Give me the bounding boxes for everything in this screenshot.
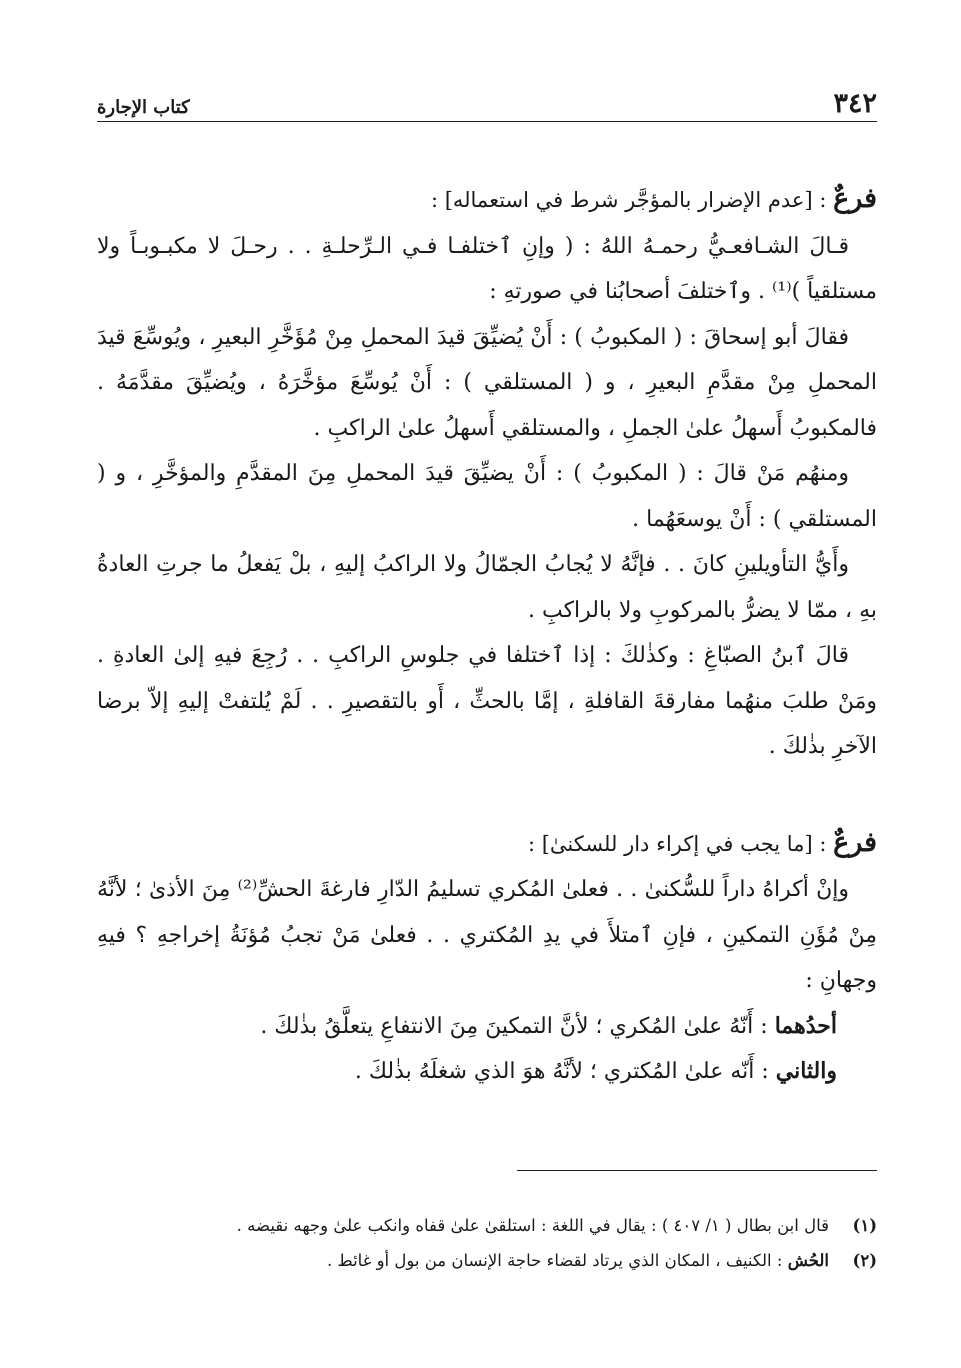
section-heading: [97, 176, 877, 224]
paragraph: وإنْ أكراهُ داراً للسُّكنىٰ . . فعلىٰ المُكري تسليمُ الدّارِ فارغةَ الحشِّ⁽²⁾ مِنَ الأذىٰ ؛ لأنَّهُ مِنْ مُؤَنِ التمكينِ ، فإنِ ٱمتلأَ في يدِ المُكتري . . فعلىٰ مَنْ تجبُ مُؤنَةُ إخراجهِ ؟ فيهِ وجهانِ :: [97, 877, 877, 993]
footnote-number: (١): [852, 1216, 877, 1235]
page-number: ٣٤٢: [833, 88, 877, 119]
footnotes: [97, 1208, 877, 1278]
paragraph: قالَ ٱبنُ الصبّاغِ : وكذٰلكَ : إذا ٱختلفا في جلوسِ الراكبِ . . رُجِعَ فيهِ إلىٰ العادةِ . ومَنْ طلبَ منهُما مفارقةَ القافلةِ ، إمَّا بالحثِّ ، أَو بالتقصيرِ . . لَمْ يُلتفتْ إليهِ إلاّ برضا الآخرِ بذٰلكَ .: [97, 643, 877, 759]
paragraph: وأَيُّ التأويلينِ كانَ . . فإنَّهُ لا يُجابُ الجمّالُ ولا الراكبُ إليهِ ، بلْ يَفعلُ ما جرتِ العادةُ بهِ ، ممّا لا يضرُّ بالمركوبِ ولا بالراكبِ .: [97, 552, 877, 623]
footnote-number: (٢): [852, 1251, 877, 1270]
footnote-separator: [517, 1170, 877, 1171]
footnote-text: قال ابن بطال ( ١/ ٤٠٧ ) : يقال في اللغة : استلقىٰ علىٰ قفاه وانكب علىٰ وجهه نقيضه .: [236, 1216, 829, 1235]
section-heading: [97, 820, 877, 868]
footnote: [97, 1208, 877, 1243]
main-text: [97, 176, 877, 1095]
footnote-term: الحُش: [787, 1251, 829, 1270]
section-heading-word: فرعٌ: [833, 826, 877, 858]
paragraph: فقالَ أبو إسحاقَ : ( المكبوبُ ) : أَنْ يُضيِّقَ قيدَ المحملِ مِنْ مُؤَخَّرِ البعيرِ ، ويُوسِّعَ قيدَ المحملِ مِنْ مقدَّمِ البعيرِ ، و ( المستلقي ) : أَنْ يُوسِّعَ مؤخَّرَهُ ، ويُضيِّقَ مقدَّمَهُ . فالمكبوبُ أَسهلُ علىٰ الجملِ ، والمستلقي أَسهلُ علىٰ الراكبِ .: [97, 324, 877, 441]
opinion-label: والثاني: [775, 1058, 837, 1084]
opinion-label: أحدُهما: [774, 1012, 837, 1039]
opinion-line: [97, 1049, 877, 1095]
section-heading-title: : [عدم الإضرار بالمؤجَّر شرط في استعماله] :: [430, 188, 834, 212]
running-title: كتاب الإجارة: [97, 97, 190, 118]
opinion-text: : أَنّهُ علىٰ المُكري ؛ لأنَّ التمكينَ مِنَ الانتفاعِ يتعلَّقُ بذٰلكَ .: [260, 1013, 775, 1039]
footnote: [97, 1243, 877, 1278]
footnote-text: : الكنيف ، المكان الذي يرتاد لقضاء حاجة الإنسان من بول أو غائط .: [326, 1251, 788, 1270]
opinion-line: [97, 1004, 877, 1050]
paragraph: ومنهُم مَنْ قالَ : ( المكبوبُ ) : أَنْ يضيِّقَ قيدَ المحملِ مِنَ المقدَّمِ والمؤخَّرِ ، و ( المستلقي ) : أَنْ يوسعَهُما .: [97, 461, 877, 532]
paragraph: قـالَ الشـافعـيُّ رحمـهُ اللهُ : ( وإنِ ٱختلفـا فـي الـرِّحلـةِ . . رحـلَ لا مكبـوبـاً ولا مستلقياً )⁽¹⁾ . وٱختلفَ أصحابُنا في صورتهِ :: [97, 233, 877, 304]
section-heading-word: فرعٌ: [833, 183, 877, 214]
opinion-text: : أَنّه علىٰ المُكتري ؛ لأنَّهُ هوَ الذي شغلَهُ بذٰلكَ .: [354, 1059, 776, 1084]
section-heading-title: : [ما يجب في إكراء دار للسكنىٰ] :: [527, 831, 834, 856]
page-header: [97, 82, 877, 122]
